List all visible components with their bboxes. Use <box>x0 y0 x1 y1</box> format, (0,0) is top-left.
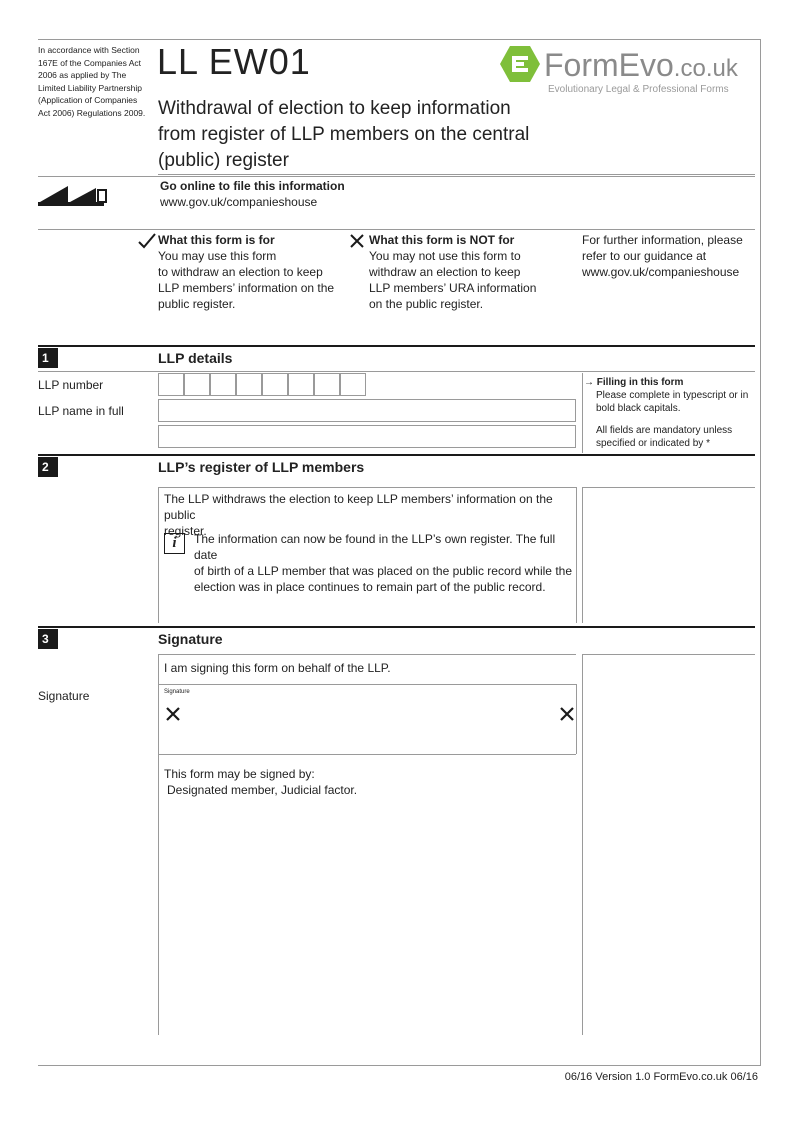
filling-guidance-line: bold black capitals. <box>596 403 681 414</box>
not-for-title: What this form is NOT for <box>369 233 515 247</box>
cross-icon <box>350 234 364 248</box>
signers-intro: This form may be signed by: <box>164 767 315 781</box>
section2-title: LLP’s register of LLP members <box>158 459 365 475</box>
signature-box-bottom <box>158 754 576 755</box>
llp-number-cell[interactable] <box>262 373 288 396</box>
form-title-line: Withdrawal of election to keep information <box>158 98 511 119</box>
filling-guidance <box>584 376 756 450</box>
logo-tagline: Evolutionary Legal & Professional Forms <box>548 84 729 95</box>
llp-number-cell[interactable] <box>288 373 314 396</box>
title-rule <box>158 174 755 175</box>
section1-number: 1 <box>38 348 58 368</box>
signature-label: Signature <box>38 689 90 703</box>
llp-number-cell[interactable] <box>340 373 366 396</box>
section3-side-left <box>582 654 583 1035</box>
llp-number-cell[interactable] <box>184 373 210 396</box>
online-url[interactable]: www.gov.uk/companieshouse <box>160 195 318 209</box>
further-info-line: refer to our guidance at <box>582 249 707 263</box>
section2-side-top <box>582 487 755 488</box>
signature-box-right <box>576 684 577 754</box>
bottom-rule <box>38 1065 760 1066</box>
form-title <box>158 96 529 174</box>
section2-number: 2 <box>38 457 58 477</box>
section2-info-line: election was in place continues to remain part of the public record. <box>194 580 546 594</box>
signers-block <box>164 766 357 798</box>
intro-rule <box>38 229 755 230</box>
logo-name: FormEvo <box>544 47 674 83</box>
not-for-line: on the public register. <box>369 297 484 311</box>
section2-statement-line: register. <box>164 524 207 538</box>
is-for-line: public register. <box>158 297 236 311</box>
form-code: LL EW01 <box>157 41 311 82</box>
section2-rule <box>38 454 755 456</box>
further-info-line[interactable]: www.gov.uk/companieshouse <box>582 265 740 279</box>
filling-guidance-line: Please complete in typescript or in <box>596 390 749 401</box>
section3-rule <box>38 626 755 628</box>
is-for-line: LLP members’ information on the <box>158 281 335 295</box>
llp-number-cell[interactable] <box>236 373 262 396</box>
formevo-logo-icon <box>500 44 540 84</box>
llp-number-cell[interactable] <box>210 373 236 396</box>
signature-box-label: Signature <box>164 689 190 695</box>
section2-info-line: of birth of a LLP member that was placed on the public record while the <box>194 564 572 578</box>
section3-box-left <box>158 654 159 1035</box>
title-rule-lower <box>38 176 755 177</box>
is-for-title: What this form is for <box>158 233 275 247</box>
section3-number: 3 <box>38 629 58 649</box>
not-for-line: LLP members’ URA information <box>369 281 537 295</box>
further-info-line: For further information, please <box>582 233 743 247</box>
section2-statement-line: The LLP withdraws the election to keep LLP members’ information on the public <box>164 492 553 522</box>
filling-guidance-line: specified or indicated by * <box>596 438 710 449</box>
signature-field[interactable] <box>160 686 574 752</box>
top-rule <box>38 39 760 40</box>
section2-box-top <box>158 487 576 488</box>
llp-number-cell[interactable] <box>158 373 184 396</box>
llp-name-field-line1[interactable] <box>158 399 576 422</box>
section1-rule <box>38 345 755 347</box>
logo-domain: .co.uk <box>673 55 738 82</box>
section2-box-left <box>158 487 159 623</box>
is-for-line: You may use this form <box>158 249 277 263</box>
section2-info <box>194 531 574 595</box>
not-for-line: withdraw an election to keep <box>369 265 521 279</box>
companies-house-logo-icon <box>38 182 108 208</box>
checkmark-icon <box>138 233 156 249</box>
is-for-block <box>158 232 358 312</box>
filling-guidance-title: Filling in this form <box>596 377 684 388</box>
section1-title-rule <box>38 371 755 372</box>
logo-wordmark <box>544 46 738 88</box>
further-info-block <box>582 232 757 280</box>
form-title-line: (public) register <box>158 150 289 171</box>
section1-side-rule <box>582 373 583 453</box>
signature-box-top <box>158 684 576 685</box>
info-icon: i <box>164 533 185 554</box>
arrow-right-icon: → <box>584 377 594 388</box>
llp-name-label: LLP name in full <box>38 404 124 418</box>
filling-guidance-line: All fields are mandatory unless <box>596 425 733 436</box>
section3-statement: I am signing this form on behalf of the LLP. <box>164 661 391 675</box>
online-heading: Go online to file this information <box>160 179 345 193</box>
not-for-block <box>369 232 569 312</box>
llp-name-field-line2[interactable] <box>158 425 576 448</box>
right-rule <box>760 39 761 1066</box>
section2-box-right <box>576 487 577 623</box>
legal-reference: In accordance with Section 167E of the Companies Act 2006 as applied by The Limited Liability Partnership (Application of Companies Act 2006) Regulations 2009. <box>38 45 146 118</box>
form-title-line: from register of LLP members on the central <box>158 124 530 145</box>
section3-statement-top <box>158 654 576 655</box>
section2-info-line: The information can now be found in the LLP’s own register. The full date <box>194 532 556 562</box>
section3-side-top <box>582 654 755 655</box>
sign-here-right-icon <box>560 707 574 721</box>
formevo-logo <box>500 44 758 100</box>
llp-number-label: LLP number <box>38 378 104 392</box>
sign-here-left-icon <box>166 707 180 721</box>
signers-list: Designated member, Judicial factor. <box>167 783 358 797</box>
footer-version: 06/16 Version 1.0 FormEvo.co.uk 06/16 <box>564 1071 758 1083</box>
section3-title: Signature <box>158 631 223 647</box>
section2-side-left <box>582 487 583 623</box>
not-for-line: You may not use this form to <box>369 249 521 263</box>
is-for-line: to withdraw an election to keep <box>158 265 323 279</box>
section1-title: LLP details <box>158 350 233 366</box>
llp-number-cell[interactable] <box>314 373 340 396</box>
